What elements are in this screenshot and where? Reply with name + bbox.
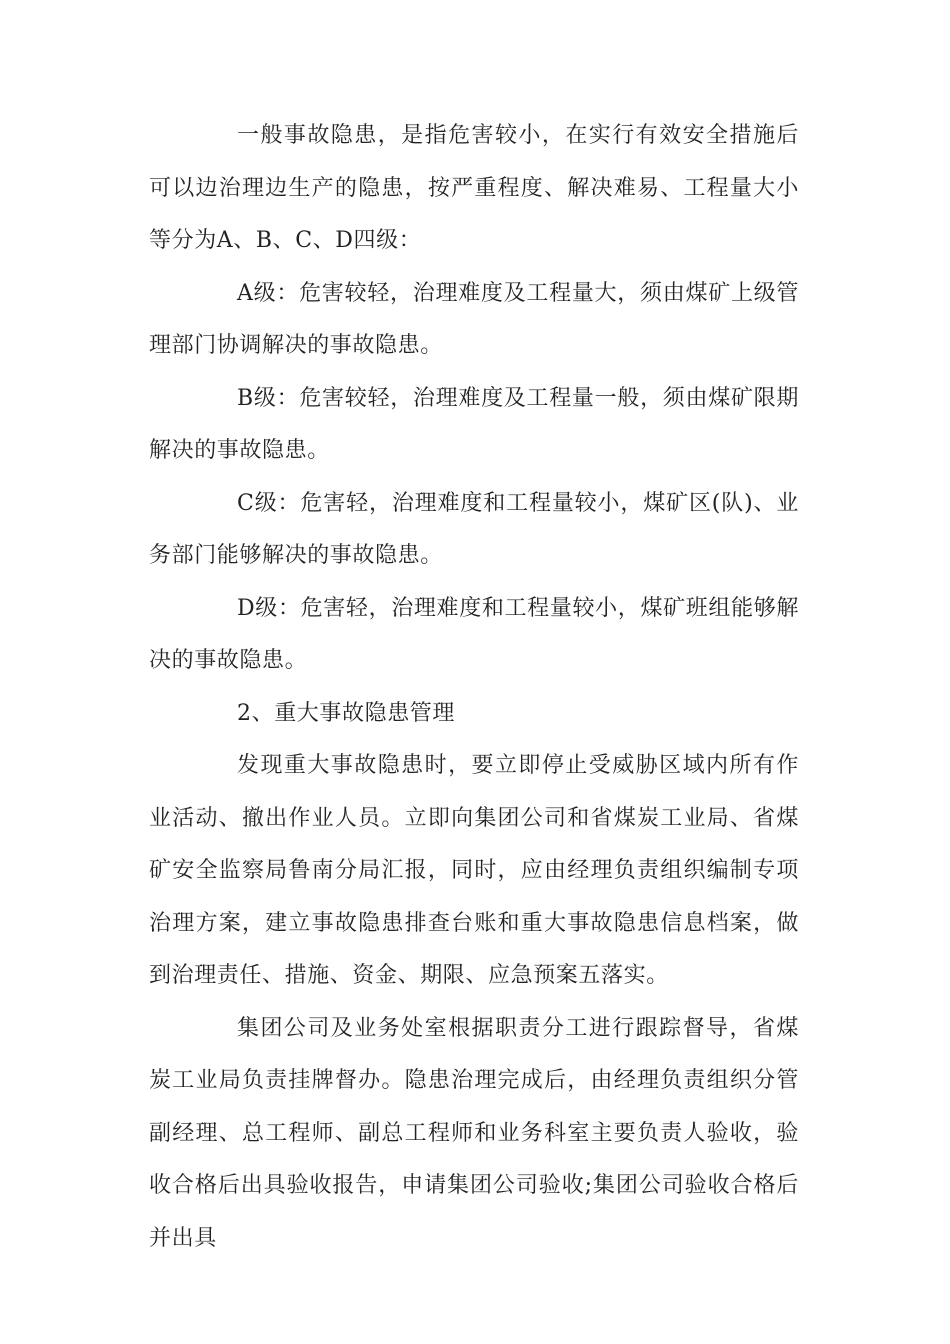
paragraph-level-d: D级：危害轻，治理难度和工程量较小，煤矿班组能够解决的事故隐患。: [149, 595, 799, 673]
paragraph-level-b: B级：危害较轻，治理难度及工程量一般，须由煤矿限期解决的事故隐患。: [149, 385, 799, 463]
paragraph-level-a: A级：危害较轻，治理难度及工程量大，须由煤矿上级管理部门协调解决的事故隐患。: [149, 280, 799, 358]
paragraph-level-c: C级：危害轻，治理难度和工程量较小，煤矿区(队)、业务部门能够解决的事故隐患。: [149, 490, 799, 568]
paragraph-general-hazard: 一般事故隐患，是指危害较小，在实行有效安全措施后可以边治理边生产的隐患，按严重程度、解决难易、工程量大小等分为A、B、C、D四级：: [149, 123, 799, 253]
section-heading-major-hazard: 2、重大事故隐患管理: [237, 700, 455, 726]
paragraph-group-supervision: 集团公司及业务处室根据职责分工进行跟踪督导，省煤炭工业局负责挂牌督办。隐患治理完成后，由经理负责组织分管副经理、总工程师、副总工程师和业务科室主要负责人验收，验收合格后出具验收报告，申请集团公司验收;集团公司验收合格后并出具: [149, 1015, 799, 1251]
paragraph-major-hazard-discovery: 发现重大事故隐患时，要立即停止受威胁区域内所有作业活动、撤出作业人员。立即向集团公司和省煤炭工业局、省煤矿安全监察局鲁南分局汇报，同时，应由经理负责组织编制专项治理方案，建立事故隐患排查台账和重大事故隐患信息档案，做到治理责任、措施、资金、期限、应急预案五落实。: [149, 753, 799, 988]
document-body: [149, 110, 799, 1265]
